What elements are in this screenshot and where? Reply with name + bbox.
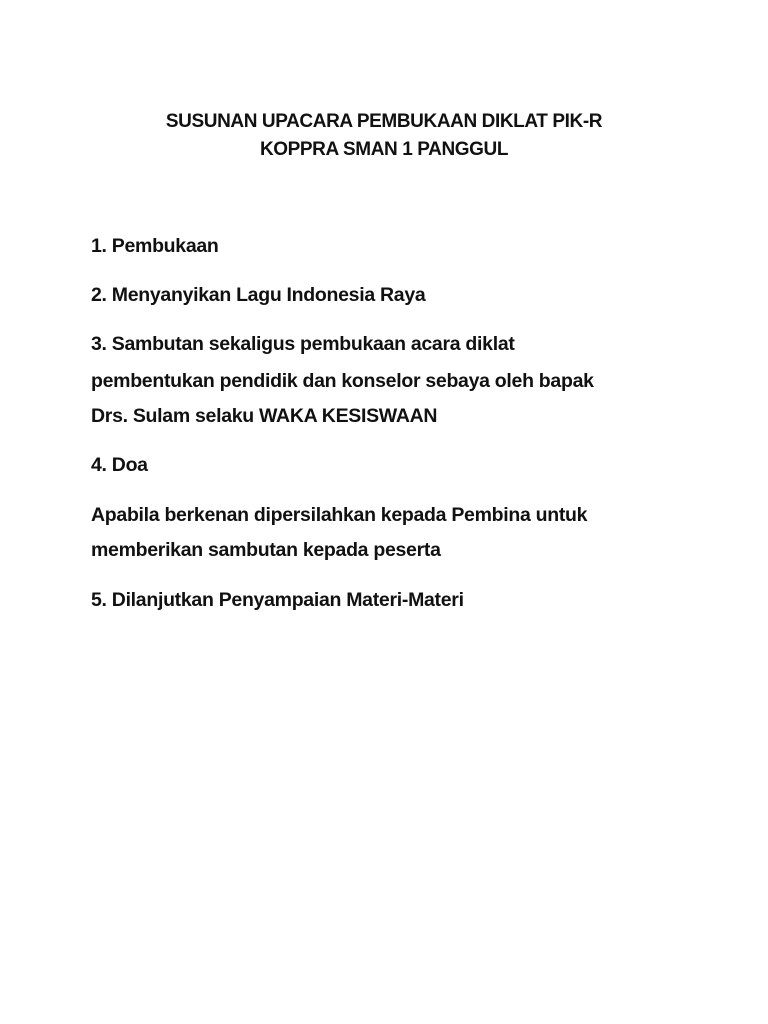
agenda-note-line-2: memberikan sambutan kepada peserta	[91, 539, 441, 561]
agenda-item-3-line-2: pembentukan pendidik dan konselor sebaya oleh bapak	[91, 370, 594, 392]
agenda-item-3-line-1: 3. Sambutan sekaligus pembukaan acara diklat	[91, 333, 515, 355]
agenda-note-line-1: Apabila berkenan dipersilahkan kepada Pembina untuk	[91, 504, 588, 526]
agenda-item-3-line-3: Drs. Sulam selaku WAKA KESISWAAN	[91, 405, 438, 427]
agenda-item-4: 4. Doa	[91, 454, 148, 476]
agenda-item-5: 5. Dilanjutkan Penyampaian Materi-Materi	[91, 589, 464, 611]
document-title-line-2: KOPPRA SMAN 1 PANGGUL	[259, 139, 509, 160]
agenda-item-2: 2. Menyanyikan Lagu Indonesia Raya	[91, 284, 426, 306]
agenda-item-1: 1. Pembukaan	[91, 235, 219, 257]
document-title-line-1: SUSUNAN UPACARA PEMBUKAAN DIKLAT PIK-R	[165, 111, 603, 132]
